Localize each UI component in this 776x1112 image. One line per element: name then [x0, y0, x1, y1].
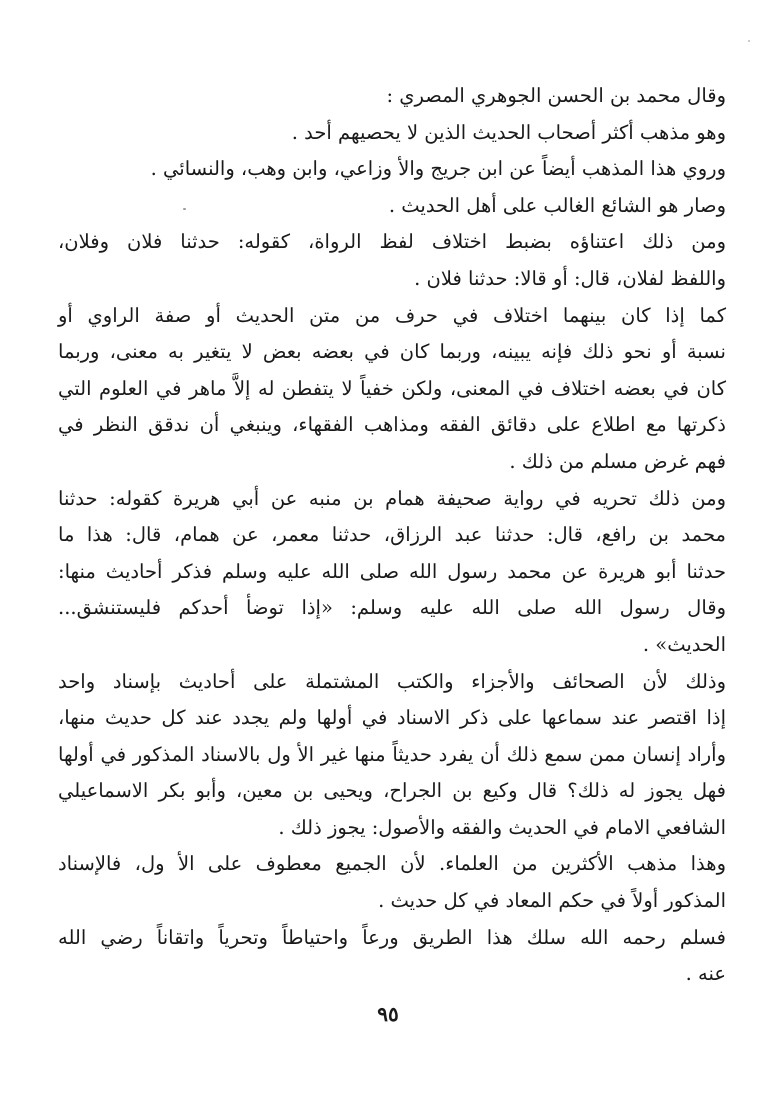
text-line: كما إذا كان بينهما اختلاف في حرف من متن الحديث أو صفة الراوي أو: [58, 303, 726, 327]
text-line: فسلم رحمه الله سلك هذا الطريق ورعاً واحتياطاً وتحرياً واتقاناً رضي الله: [58, 925, 726, 949]
text-line: وروي هذا المذهب أيضاً عن ابن جريج والأ وزاعي، وابن وهب، والنسائي .: [150, 157, 726, 181]
text-line: ذكرتها مع اطلاع على دقائق الفقه ومذاهب الفقهاء، وينبغي أن ندقق النظر في: [58, 413, 726, 437]
text-line: فهل يجوز له ذلك؟ قال وكيع بن الجراح، ويحيى بن معين، وأبو بكر الاسماعيلي: [58, 779, 726, 803]
text-line: إذا اقتصر عند سماعها على ذكر الاسناد في أولها ولم يجدد عند كل حديث منها،: [58, 706, 726, 730]
text-line: واللفظ لفلان، قال: أو قالا: حدثنا فلان .: [414, 266, 726, 290]
text-line: ومن ذلك اعتناؤه بضبط اختلاف لفظ الرواة، كقوله: حدثنا فلان وفلان،: [58, 230, 726, 254]
text-line: الشافعي الامام في الحديث والفقه والأصول: يجوز ذلك .: [278, 815, 726, 839]
text-line: وصار هو الشائع الغالب على أهل الحديث .: [388, 193, 726, 217]
text-line: وهذا مذهب الأكثرين من العلماء. لأن الجميع معطوف على الأ ول، فالإسناد: [58, 852, 726, 876]
text-line: كان في بعضه اختلاف في المعنى، ولكن خفياً لا يتفطن له إلاَّ ماهر في العلوم التي: [58, 376, 726, 400]
text-line: وقال محمد بن الحسن الجوهري المصري :: [386, 84, 726, 107]
text-line: نسبة أو نحو ذلك فإنه يبينه، وربما كان في بعضه بعض لا يتغير به معنى، وربما: [58, 340, 726, 364]
text-line: ومن ذلك تحريه في رواية صحيفة همام بن منبه عن أبي هريرة كقوله: حدثنا: [58, 486, 726, 510]
text-line: وهو مذهب أكثر أصحاب الحديث الذين لا يحصيهم أحد .: [291, 120, 726, 144]
text-line: عنه .: [685, 962, 726, 986]
text-line: محمد بن رافع، قال: حدثنا عبد الرزاق، حدثنا معمر، عن همام، قال: هذا ما: [58, 523, 726, 547]
text-line: وذلك لأن الصحائف والأجزاء والكتب المشتملة على أحاديث بإسناد واحد: [58, 669, 726, 693]
page-number: ٩٥: [377, 1002, 399, 1026]
text-line: وأراد إنسان ممن سمع ذلك أن يفرد حديثاً منها غير الأ ول بالاسناد المذكور في أولها: [58, 742, 726, 766]
text-line: وقال رسول الله صلى الله عليه وسلم: «إذا توضأ أحدكم فليستنشق...: [58, 596, 726, 620]
text-line: فهم غرض مسلم من ذلك .: [509, 449, 726, 473]
body-text: [58, 78, 726, 993]
text-line: حدثنا أبو هريرة عن محمد رسول الله صلى الله عليه وسلم فذكر أحاديث منها:: [58, 559, 726, 583]
text-line: المذكور أولاً في حكم المعاد في كل حديث .: [378, 889, 726, 913]
text-line: الحديث» .: [642, 632, 726, 656]
scan-speck: [748, 40, 750, 42]
